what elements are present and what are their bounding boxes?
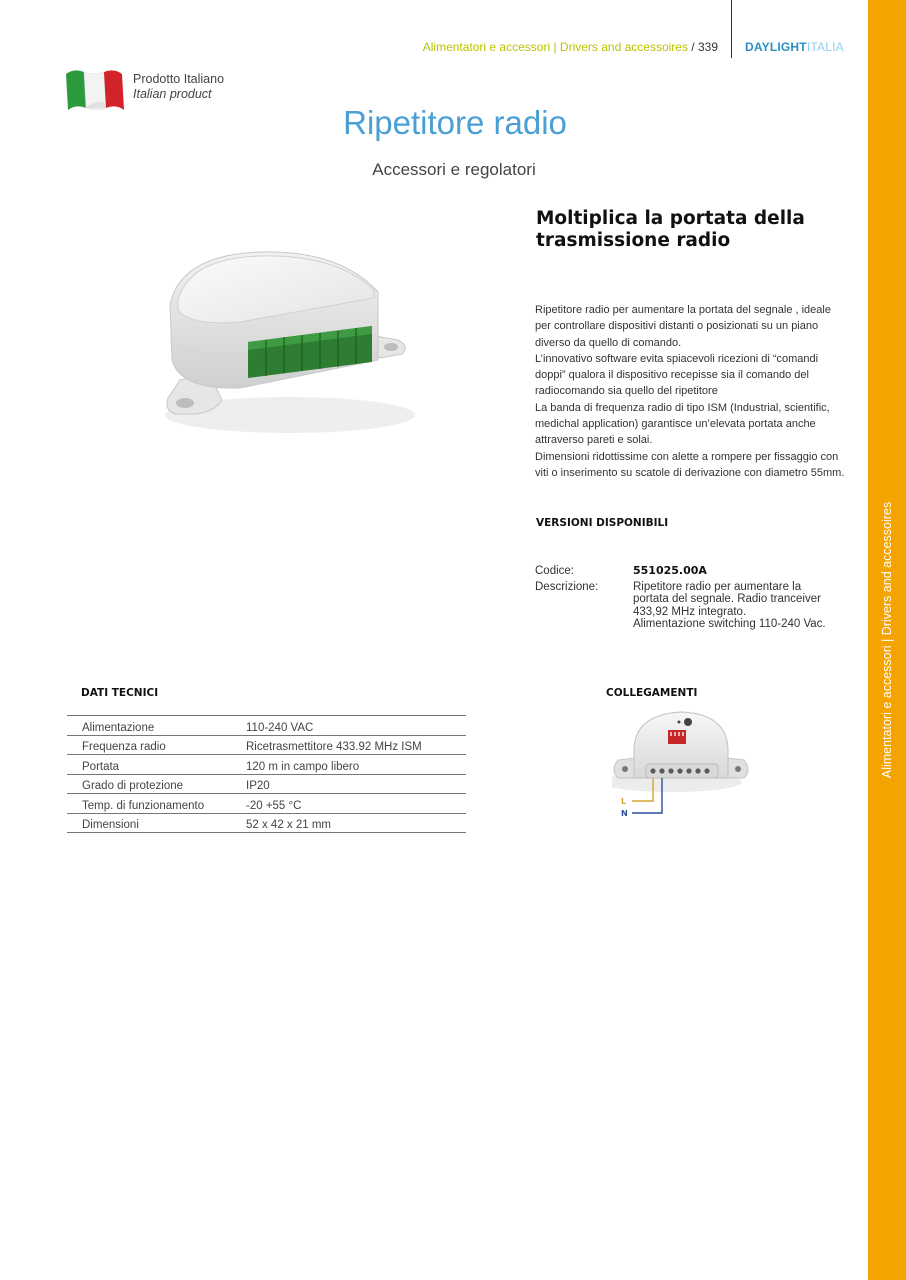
tech-key: Dimensioni: [67, 813, 246, 833]
product-image: [140, 230, 440, 460]
tech-key: Grado di protezione: [67, 774, 246, 794]
table-row: [67, 755, 466, 775]
page-subtitle: Accessori e regolatori: [372, 160, 536, 179]
page-number: / 339: [691, 40, 718, 54]
product-description: [535, 302, 845, 481]
description-value: [633, 581, 848, 631]
tech-heading: DATI TECNICI: [81, 687, 159, 699]
made-in-italy: [133, 72, 224, 102]
table-row: [67, 716, 466, 736]
wire-label-n: N: [621, 809, 628, 818]
description-paragraph: La banda di frequenza radio di tipo ISM (Industrial, scientific, medichal application) garantisce un’elevata portata anche attraverso pareti e solai.: [535, 401, 830, 447]
tech-value: -20 +55 °C: [246, 794, 466, 814]
made-in-italy-en: Italian product: [133, 87, 212, 101]
brand-logo: [745, 40, 844, 54]
description-line: portata del segnale. Radio tranceiver: [633, 593, 821, 605]
table-row: [67, 735, 466, 755]
code-value: 551025.00A: [633, 564, 707, 577]
versions-heading: VERSIONI DISPONIBILI: [536, 517, 669, 529]
tech-value: Ricetrasmettitore 433.92 MHz ISM: [246, 735, 466, 755]
description-line: 433,92 MHz integrato.: [633, 605, 747, 618]
description-paragraph: Dimensioni ridottissime con alette a rompere per fissaggio con viti o inserimento su scatole di derivazione con diametro 55mm.: [535, 450, 845, 479]
description-line: Ripetitore radio per aumentare la: [633, 580, 802, 593]
tech-key: Alimentazione: [67, 716, 246, 736]
code-row: [535, 565, 848, 581]
table-row: [67, 813, 466, 833]
header-divider: [731, 0, 732, 58]
tech-value: 110-240 VAC: [246, 716, 466, 736]
side-band-text: Alimentatori e accessori | Drivers and accessoires: [880, 501, 894, 779]
made-in-italy-it: Prodotto Italiano: [133, 72, 225, 86]
tech-key: Temp. di funzionamento: [67, 794, 246, 814]
tech-value: 52 x 42 x 21 mm: [246, 813, 466, 833]
table-row: [67, 794, 466, 814]
page-title: Ripetitore radio: [343, 104, 567, 141]
product-headline: Moltiplica la portata della trasmissione radio: [536, 208, 805, 251]
header-category: [423, 40, 718, 54]
description-row: [535, 581, 848, 631]
tech-value: 120 m in campo libero: [246, 755, 466, 775]
description-label: Descrizione:: [535, 580, 599, 593]
brand-part1: DAYLIGHT: [745, 40, 807, 54]
description-paragraph: Ripetitore radio per aumentare la portata del segnale , ideale per controllare dispositivi distanti o posizionati su un piano diverso da quello di comando.: [535, 304, 831, 349]
tech-key: Frequenza radio: [67, 735, 246, 755]
wire-label-l: L: [621, 797, 627, 806]
tech-key: Portata: [67, 755, 246, 775]
description-line: Alimentazione switching 110-240 Vac.: [633, 618, 826, 630]
versions-table: [535, 565, 848, 631]
connections-heading: COLLEGAMENTI: [606, 687, 698, 699]
category-text: Alimentatori e accessori | Drivers and accessoires: [422, 40, 688, 54]
tech-table: [67, 715, 466, 833]
brand-part2: ITALIA: [806, 40, 844, 54]
code-label: Codice:: [535, 565, 574, 577]
tech-value: IP20: [246, 774, 466, 794]
wiring-diagram: [612, 708, 757, 820]
description-paragraph: L’innovativo software evita spiacevoli ricezioni di “comandi doppi” qualora il dispositivo recepisse sia il comando del radiocomando sia quello del ripetitore: [535, 352, 819, 398]
table-row: [67, 774, 466, 794]
